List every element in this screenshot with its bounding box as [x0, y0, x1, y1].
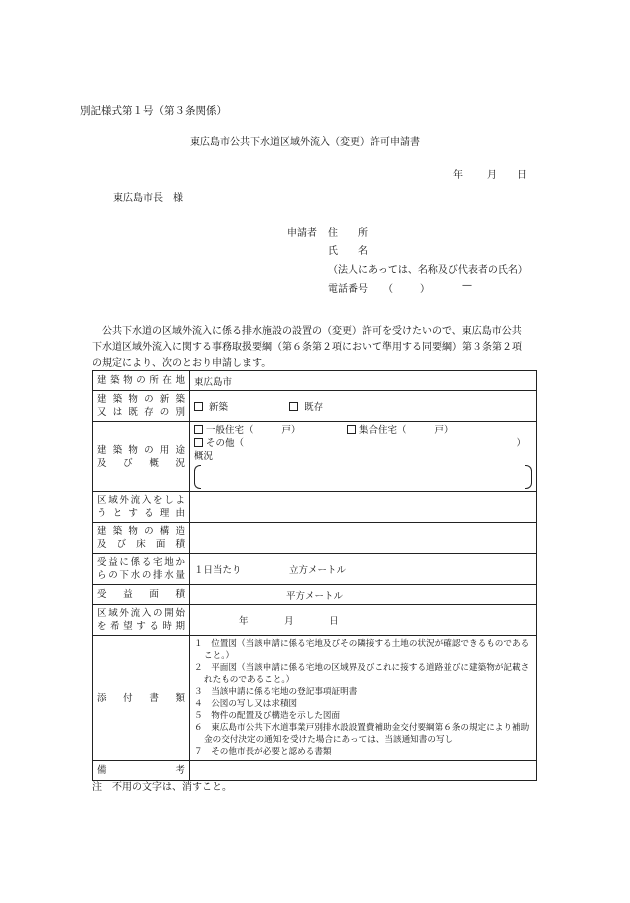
- intro-line-1: 公共下水道の区域外流入に係る排水施設の設置の（変更）許可を受けたいので、東広島市公共: [102, 326, 522, 337]
- application-table: [92, 370, 537, 781]
- name-label: 氏 名: [328, 246, 368, 257]
- option-existing-label: 既存: [304, 402, 324, 413]
- row-attachments: [93, 636, 537, 761]
- reason-label-1: 区域外流入をしよ: [97, 495, 185, 506]
- new-existing-label-2: 又は既存の別: [97, 407, 185, 418]
- structure-value-cell[interactable]: [190, 523, 537, 554]
- document-title: 東広島市公共下水道区域外流入（変更）許可申請書: [190, 137, 420, 148]
- attachment-item-1: １ 位置図（当該申請に係る宅地及びその隣接する土地の状況が確認できるものであること。）: [194, 639, 530, 661]
- new-existing-label-cell: [93, 391, 190, 422]
- other-label: その他（: [206, 438, 245, 449]
- date-month-label: 月: [487, 170, 497, 181]
- usage-label-2: 及び概況: [97, 457, 185, 469]
- row-area: [93, 585, 537, 605]
- new-existing-label-1: 建築物の新築: [97, 394, 185, 405]
- phone-dash: —: [462, 280, 472, 291]
- area-label: 受益面積: [97, 589, 185, 600]
- attachments-label-cell: [93, 636, 190, 761]
- start-label-1: 区域外流入の開始: [97, 608, 185, 619]
- intro-line-2: 下水道区域外流入に関する事務取扱要綱（第６条第２項において準用する同要綱）第３条第２項: [92, 342, 522, 353]
- location-value: 東広島市: [194, 376, 233, 388]
- attachment-item-5: ５ 物件の配置及び構造を示した図面: [194, 711, 341, 721]
- checkbox-single-house[interactable]: [194, 425, 203, 434]
- option-other[interactable]: [194, 438, 244, 449]
- checkbox-multi-house[interactable]: [347, 425, 356, 434]
- attachment-item-3: ３ 当該申請に係る宅地の登記事項証明書: [194, 687, 358, 697]
- wastewater-value-cell[interactable]: [190, 554, 537, 585]
- location-label: 建築物の所在地: [97, 375, 185, 386]
- reason-label-2: うとする理由: [97, 508, 185, 519]
- row-usage: [93, 422, 537, 492]
- row-location: [93, 371, 537, 391]
- area-unit: 平方メートル: [286, 590, 344, 602]
- option-new-label: 新築: [209, 402, 229, 413]
- option-existing[interactable]: [289, 399, 323, 413]
- wastewater-unit: 立方メートル: [289, 565, 347, 576]
- structure-label-1: 建築物の構造: [97, 526, 185, 537]
- checkbox-new[interactable]: [194, 402, 203, 411]
- single-house-unit: 戸）: [281, 425, 301, 436]
- usage-label-1: 建築物の用途: [97, 444, 185, 456]
- date-year-label: 年: [453, 170, 463, 181]
- footer-note: 注 不用の文字は、消すこと。: [92, 782, 232, 793]
- start-label-cell: [93, 605, 190, 636]
- option-new[interactable]: [194, 399, 286, 413]
- multi-house-unit: 戸）: [434, 425, 454, 436]
- wastewater-prefix: １日当たり: [194, 565, 242, 576]
- reason-label-cell: [93, 492, 190, 523]
- multi-house-label: 集合住宅（: [359, 425, 407, 436]
- row-structure: [93, 523, 537, 554]
- usage-label-cell: [93, 422, 190, 492]
- wastewater-label-2: らの下水の排水量: [97, 570, 185, 581]
- corporate-note: （法人にあっては、名称及び代表者の氏名）: [328, 265, 528, 276]
- checkbox-other[interactable]: [194, 438, 203, 447]
- option-single-house[interactable]: [194, 424, 344, 437]
- reason-value-cell[interactable]: [190, 492, 537, 523]
- other-close-paren: ）: [516, 438, 526, 449]
- structure-label-2: 及び床面積: [97, 539, 185, 550]
- row-wastewater: [93, 554, 537, 585]
- start-year: 年: [239, 616, 249, 627]
- wastewater-label-1: 受益に係る宅地か: [97, 557, 185, 568]
- intro-line-3: の規定により、次のとおり申請します。: [92, 358, 272, 369]
- usage-value-cell: [190, 422, 537, 492]
- attachment-item-2: ２ 平面図（当該申請に係る宅地の区域界及びこれに接する道路並びに建築物が記載されたものであること。）: [194, 663, 530, 685]
- location-value-cell[interactable]: [190, 371, 537, 391]
- start-month: 月: [284, 616, 294, 627]
- wastewater-label-cell: [93, 554, 190, 585]
- address-label: 住 所: [328, 228, 368, 239]
- new-existing-value-cell: [190, 391, 537, 422]
- location-label-cell: [93, 371, 190, 391]
- overview-field[interactable]: [194, 465, 532, 489]
- option-multi-house[interactable]: [347, 424, 454, 437]
- phone-close-paren: ）: [420, 284, 430, 295]
- single-house-label: 一般住宅（: [206, 425, 254, 436]
- start-day: 日: [329, 616, 339, 627]
- attachments-list: [190, 636, 537, 761]
- attachment-item-7: ７ その他市長が必要と認める書類: [194, 747, 332, 757]
- row-reason: [93, 492, 537, 523]
- addressee: 東広島市長 様: [113, 193, 183, 204]
- checkbox-existing[interactable]: [289, 402, 298, 411]
- start-value-cell[interactable]: [190, 605, 537, 636]
- area-label-cell: [93, 585, 190, 605]
- attachment-item-4: ４ 公図の写し又は求積図: [194, 699, 298, 709]
- area-value-cell[interactable]: [190, 585, 537, 605]
- row-new-existing: [93, 391, 537, 422]
- remarks-label: 備考: [97, 765, 185, 776]
- form-number: 別記様式第１号（第３条関係）: [80, 105, 227, 117]
- attachment-item-6: ６ 東広島市公共下水道事業戸別排水設設置費補助金交付要綱第６条の規定により補助金の交付決定の通知を受けた場合にあっては、当該通知書の写し: [194, 723, 530, 745]
- date-day-label: 日: [517, 170, 527, 181]
- remarks-value-cell[interactable]: [190, 761, 537, 781]
- phone-label: 電話番号: [328, 284, 368, 295]
- row-start: [93, 605, 537, 636]
- phone-open-paren: （: [383, 284, 393, 295]
- applicant-label: 申請者: [287, 228, 317, 239]
- overview-label: 概況: [194, 451, 214, 462]
- start-label-2: を希望する時期: [97, 621, 185, 632]
- attachments-label: 添付書類: [97, 692, 185, 704]
- structure-label-cell: [93, 523, 190, 554]
